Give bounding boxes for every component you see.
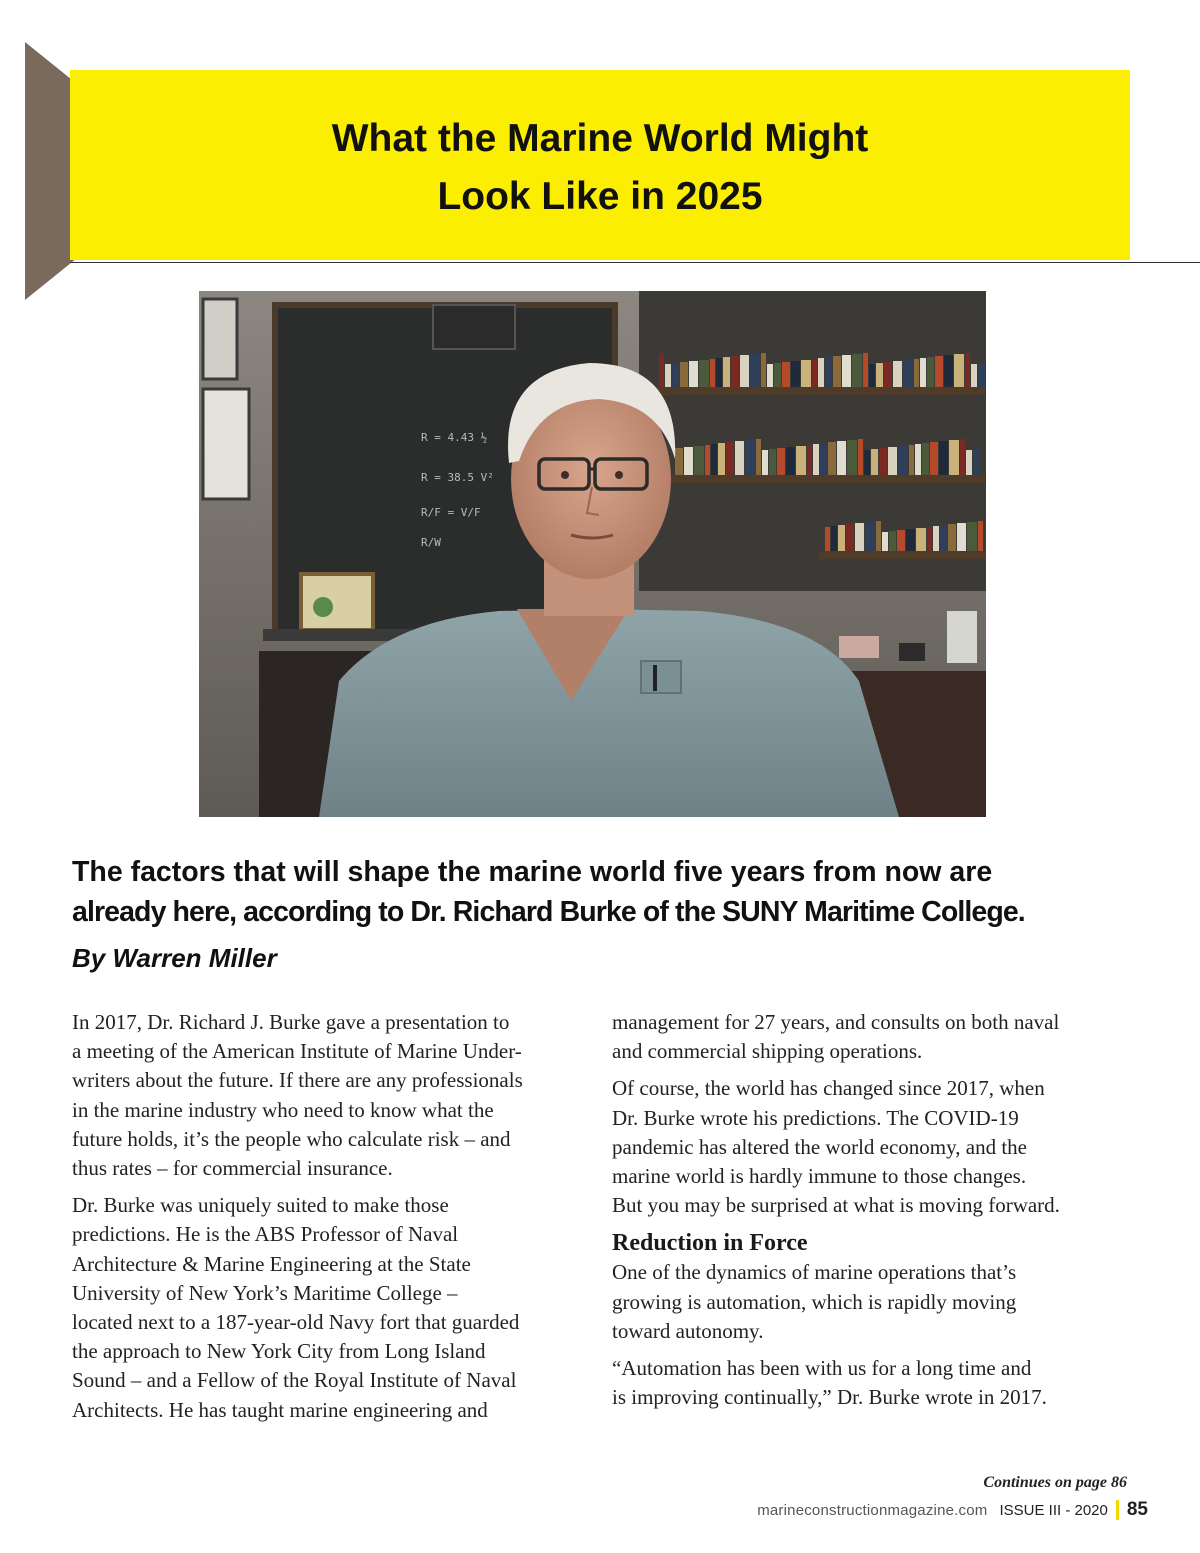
book-spine [726,442,734,475]
book-spine [740,355,749,387]
book-spine [876,521,881,551]
title-line-1: What the Marine World Might [331,117,869,160]
book-spine [731,356,739,387]
book-spine [796,446,806,475]
book-spine [933,526,939,551]
book-spine [762,450,768,475]
book-spine [855,523,864,551]
book-spine [930,442,938,475]
text-line: and commercial shipping operations. [612,1039,923,1064]
book-spine [876,363,883,387]
book-spine [889,531,896,551]
page-footer [757,1497,1148,1523]
footer-site: marineconstructionmagazine.com [757,1501,988,1519]
text-line: predictions. He is the ABS Professor of Naval [72,1222,459,1247]
text-line: “Automation has been with us for a long time and [612,1356,1032,1381]
book-spine [865,522,875,551]
book-spine [842,355,851,387]
book-spine [914,359,919,387]
book-spine [828,442,836,475]
text-line: toward autonomy. [612,1318,764,1343]
chalk-line-2: R = 38.5 V² [421,471,494,484]
book-spine [694,446,704,475]
text-line: But you may be surprised at what is moving forward. [612,1193,1060,1218]
text-line: a meeting of the American Institute of Marine Under- [72,1039,522,1064]
book-spine [684,447,693,475]
footer-divider [1116,1500,1119,1520]
title-line-2: Look Like in 2025 [437,175,763,218]
text-line: growing is automation, which is rapidly moving [612,1289,1017,1314]
paragraph [612,1258,1132,1346]
book-spine [705,445,710,475]
book-spine [966,450,972,475]
book-spine [767,364,773,387]
text-line: in the marine industry who need to know what the [72,1097,494,1122]
title-banner [70,70,1130,260]
book-spine [906,529,915,551]
text-line: Architects. He has taught marine engineering and [72,1397,488,1422]
page-number: 85 [1126,1499,1148,1520]
book-spine [927,527,932,551]
book-spine [813,444,819,475]
book-spine [973,449,980,475]
book-spine [940,525,947,551]
book-spine [831,526,837,551]
book-spine [665,364,671,387]
book-spine [689,361,698,387]
portrait-photo [199,291,986,817]
book-spine [774,363,781,387]
book-spine [915,444,921,475]
article-title [70,110,1130,226]
text-line: writers about the future. If there are any professionals [72,1068,523,1093]
book-spine [847,440,857,475]
book-spine [820,443,827,475]
book-spine [837,441,846,475]
book-spine [718,443,725,475]
body-column-left [72,1008,592,1433]
book-spine [801,360,811,387]
text-line: One of the dynamics of marine operations that’s [612,1260,1017,1285]
book-spine [716,358,722,387]
book-spine [927,357,934,387]
book-spine [659,353,664,387]
chalk-line-3: R/F = V/F [421,506,481,519]
book-spine [750,354,760,387]
text-line: marine world is hardly immune to those changes. [612,1164,1027,1189]
book-spine [761,353,766,387]
book-spine [978,521,983,551]
book-spine [680,362,688,387]
text-line: located next to a 187-year-old Navy fort that guarded [72,1310,520,1335]
book-spine [864,450,870,475]
book-spine [699,360,709,387]
book-spine [948,524,956,551]
text-line: is improving continually,” Dr. Burke wrote in 2017. [612,1385,1047,1410]
text-line: Sound – and a Fellow of the Royal Institute of Naval [72,1368,517,1393]
paragraph [72,1008,592,1183]
book-spine [745,440,755,475]
book-spine [869,364,875,387]
book-spine [825,527,830,551]
book-spine [852,354,862,387]
footer-issue: ISSUE III - 2020 [999,1501,1108,1519]
book-spine [672,363,679,387]
book-spine [858,439,863,475]
book-spine [833,356,841,387]
text-line: Of course, the world has changed since 2017, when [612,1076,1045,1101]
header-rule [70,262,1200,263]
book-spine [884,362,892,387]
book-spine [893,361,902,387]
subhead-text: Reduction in Force [612,1230,808,1257]
book-spine [756,439,761,475]
book-spine [846,524,854,551]
book-spine [897,530,905,551]
chalk-line-4: R/W [421,536,441,549]
book-spine [898,446,908,475]
book-spine [675,448,683,475]
paragraph [612,1008,1132,1066]
chalk-line-1: R = 4.43 ½ [421,431,488,444]
book-spine [825,357,832,387]
book-spine [971,364,977,387]
book-spine [916,528,926,551]
continues-note: Continues on page 86 [983,1474,1127,1491]
text-line: University of New York’s Maritime College – [72,1280,458,1305]
book-spine [967,522,977,551]
text-line: thus rates – for commercial insurance. [72,1156,393,1181]
book-spine [965,353,970,387]
text-line: Architecture & Marine Engineering at the State [72,1251,471,1276]
text-line: Dr. Burke wrote his predictions. The COVID-19 [612,1105,1019,1130]
book-spine [782,362,790,387]
book-spine [871,449,878,475]
byline: By Warren Miller [72,943,277,973]
book-spine [957,523,966,551]
book-spine [735,441,744,475]
book-spine [903,360,913,387]
text-line: In 2017, Dr. Richard J. Burke gave a presentation to [72,1010,510,1034]
book-spine [807,445,812,475]
book-spine [939,441,948,475]
text-line: management for 27 years, and consults on both naval [612,1010,1060,1034]
book-spine [920,358,926,387]
book-spine [935,356,943,387]
book-spine [710,359,715,387]
book-spine [786,447,795,475]
paragraph [612,1354,1132,1412]
text-line: Dr. Burke was uniquely suited to make those [72,1193,449,1218]
book-spine [909,445,914,475]
article-deck [72,852,1132,932]
deck-line-1: The factors that will shape the marine world five years from now are [72,856,993,888]
book-spine [812,359,817,387]
book-spine [723,357,730,387]
book-spine [882,532,888,551]
book-spine [888,447,897,475]
book-spine [954,354,964,387]
book-spine [791,361,800,387]
book-spine [960,439,965,475]
deck-line-2: already here, according to Dr. Richard Burke of the SUNY Maritime College. [72,896,1025,928]
book-spine [922,443,929,475]
book-spine [777,448,785,475]
book-spine [944,355,953,387]
book-spine [769,449,776,475]
text-line: pandemic has altered the world economy, and the [612,1134,1027,1159]
paragraph [72,1191,592,1425]
book-spine [949,440,959,475]
paragraph [612,1074,1132,1220]
body-column-right [612,1008,1132,1420]
book-spine [863,353,868,387]
section-subhead [612,1228,1132,1258]
text-line: the approach to New York City from Long Island [72,1339,486,1364]
book-spine [818,358,824,387]
text-line: future holds, it’s the people who calculate risk – and [72,1126,511,1151]
book-spine [978,363,985,387]
book-spine [879,448,887,475]
book-spine [838,525,845,551]
book-spine [711,444,717,475]
